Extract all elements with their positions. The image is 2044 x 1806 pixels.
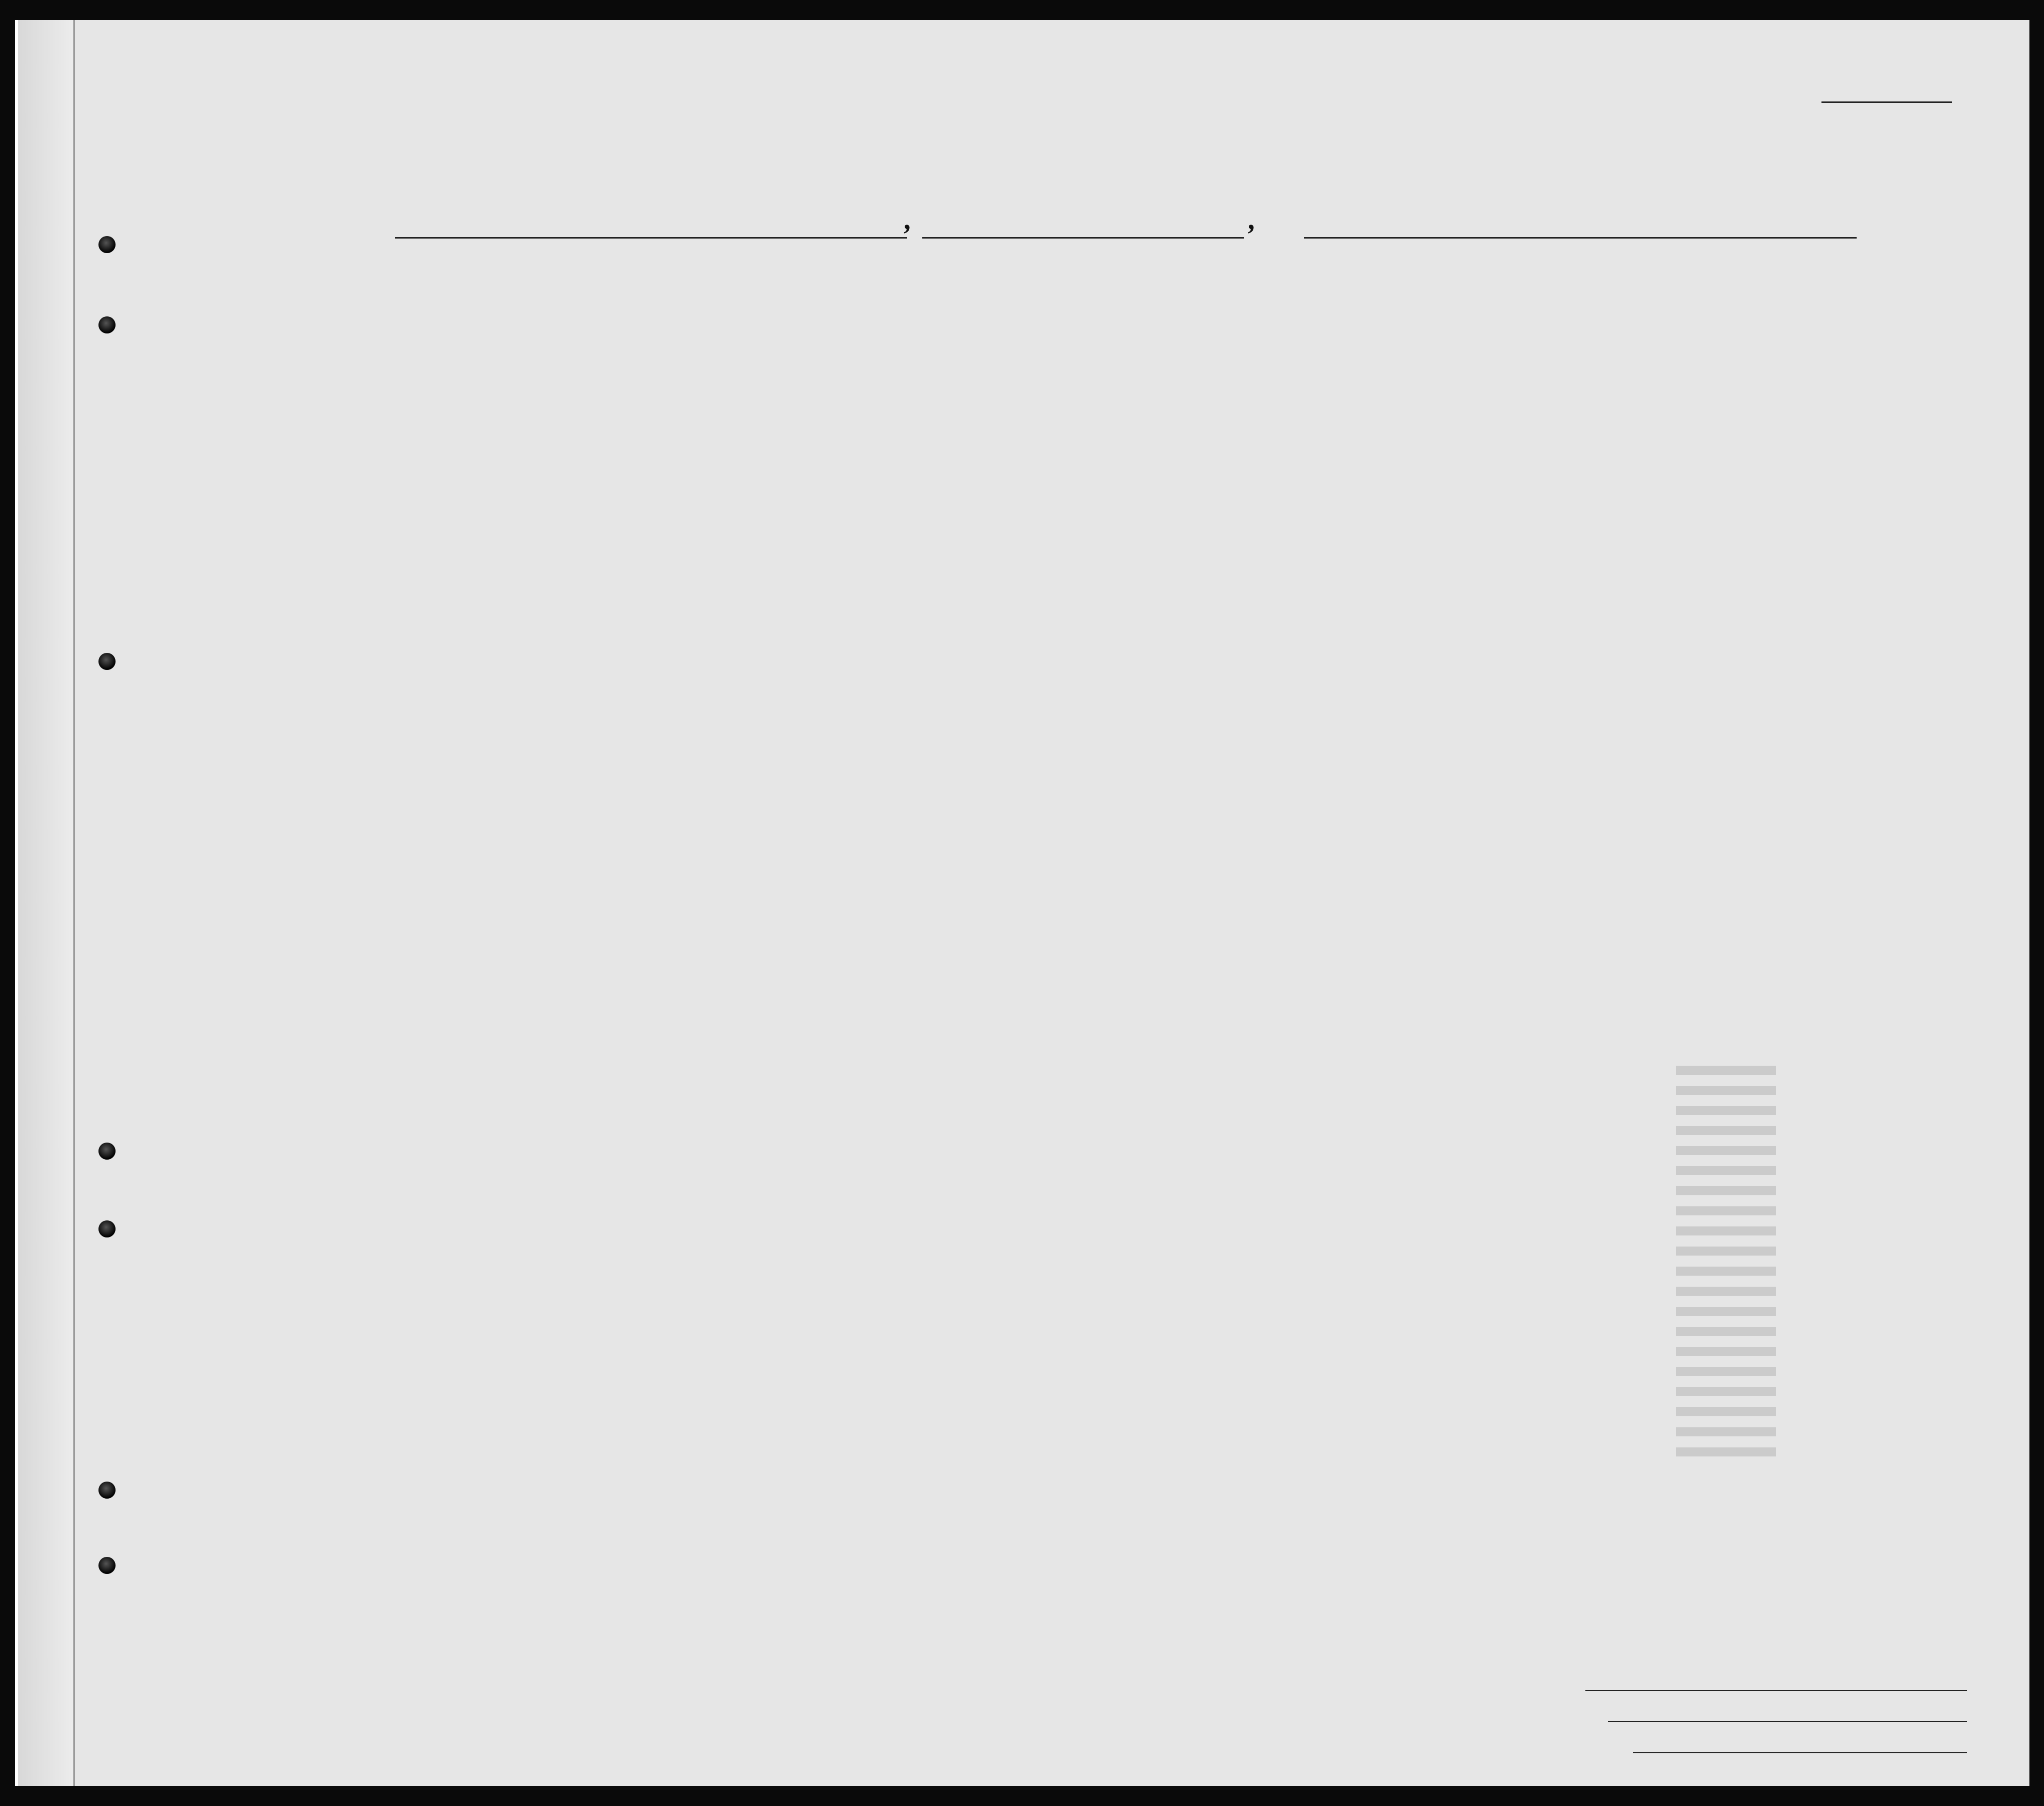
table-grid [18,20,2032,1786]
agents-underline [1633,1752,1967,1753]
line-underline [1585,1690,1967,1691]
owners-underline [1608,1721,1967,1722]
comma: , [1249,204,1256,236]
comma: , [905,204,912,236]
manifest-sheet [15,20,2029,1786]
